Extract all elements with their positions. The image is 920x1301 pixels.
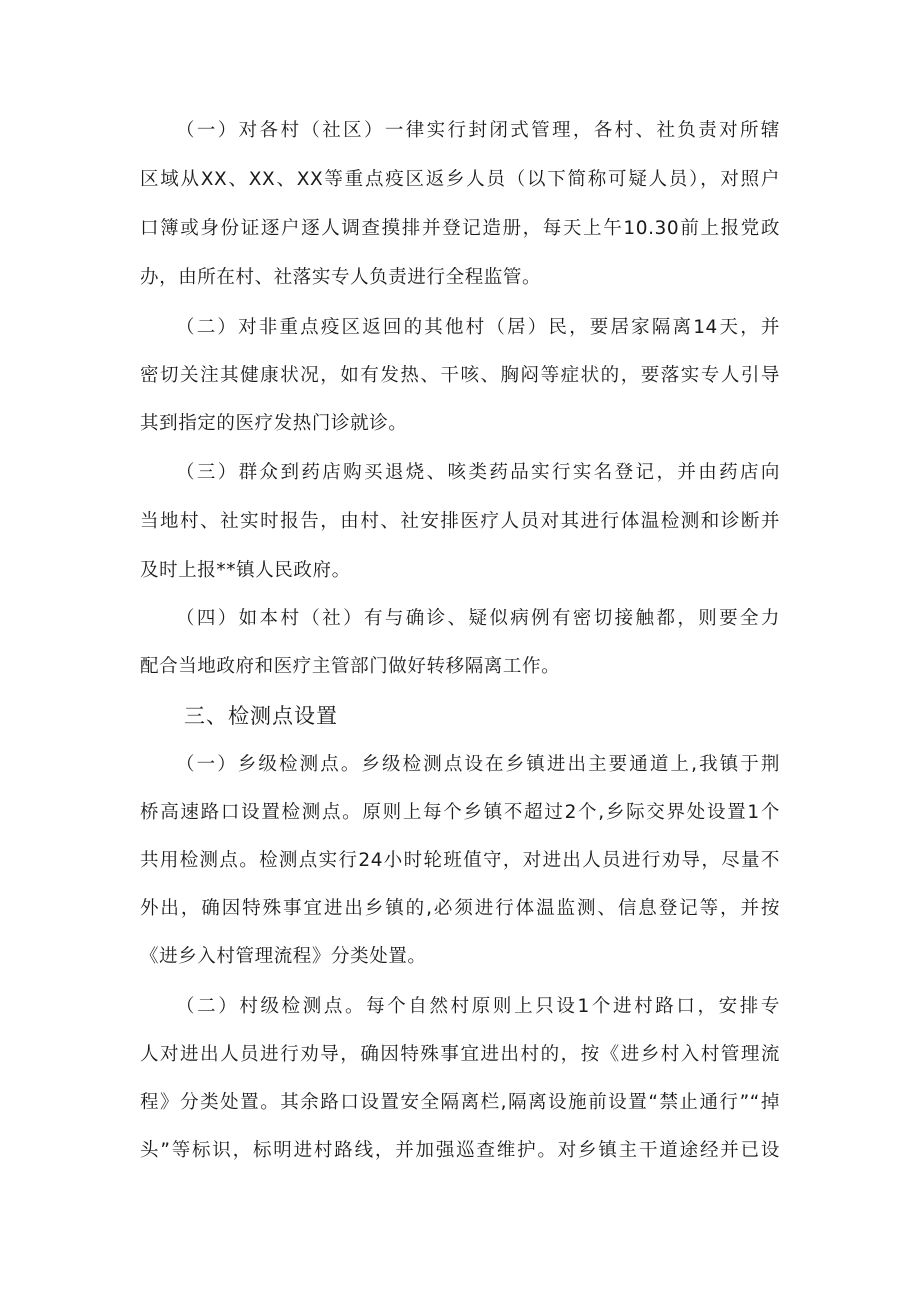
paragraph-2-line-2: 密切关注其健康状况，如有发热、干咳、胸闷等症状的，要落实专人引导 [140, 365, 780, 386]
paragraph-6-line-2: 人对进出人员进行劝导，确因特殊事宜进出村的，按《进乡村入村管理流 [140, 1044, 780, 1065]
paragraph-1-line-3: 口簿或身份证逐户逐人调查摸排并登记造册，每天上午10.30前上报党政 [140, 218, 780, 239]
paragraph-3-line-3: 及时上报**镇人民政府。 [140, 560, 351, 581]
paragraph-6-line-1: （二）村级检测点。每个自然村原则上只设1个进村路口，安排专 [176, 996, 780, 1017]
paragraph-5-line-4: 外出，确因特殊事宜进出乡镇的,必须进行体温监测、信息登记等，并按 [140, 898, 780, 919]
paragraph-5-line-2: 桥高速路口设置检测点。原则上每个乡镇不超过2个,乡际交界处设置1个 [140, 802, 780, 823]
paragraph-6-line-3: 程》分类处置。其余路口设置安全隔离栏,隔离设施前设置“禁止通行”“掉 [140, 1092, 780, 1113]
paragraph-4-line-2: 配合当地政府和医疗主管部门做好转移隔离工作。 [140, 656, 561, 677]
paragraph-1-line-2: 区域从XX、XX、XX等重点疫区返乡人员（以下简称可疑人员），对照户 [140, 169, 780, 190]
paragraph-5-line-5: 《进乡入村管理流程》分类处置。 [140, 946, 427, 967]
paragraph-1-line-4: 办，由所在村、社落实专人负责进行全程监管。 [140, 267, 542, 288]
paragraph-5-line-1: （一）乡级检测点。乡级检测点设在乡镇进出主要通道上,我镇于荆 [176, 754, 780, 775]
paragraph-2-line-1: （二）对非重点疫区返回的其他村（居）民，要居家隔离14天，并 [176, 317, 780, 338]
paragraph-2-line-3: 其到指定的医疗发热门诊就诊。 [140, 413, 408, 434]
paragraph-5-line-3: 共用检测点。检测点实行24小时轮班值守，对进出人员进行劝导，尽量不 [140, 850, 780, 871]
paragraph-3-line-2: 当地村、社实时报告，由村、社安排医疗人员对其进行体温检测和诊断并 [140, 511, 780, 532]
paragraph-3-line-1: （三）群众到药店购买退烧、咳类药品实行实名登记，并由药店向 [176, 462, 780, 483]
paragraph-4-line-1: （四）如本村（社）有与确诊、疑似病例有密切接触都，则要全力 [176, 608, 780, 629]
paragraph-1-line-1: （一）对各村（社区）一律实行封闭式管理，各村、社负责对所辖 [176, 120, 780, 141]
paragraph-6-line-4: 头”等标识，标明进村路线，并加强巡查维护。对乡镇主干道途经并已设 [140, 1140, 780, 1161]
section-heading: 三、检测点设置 [184, 704, 338, 728]
